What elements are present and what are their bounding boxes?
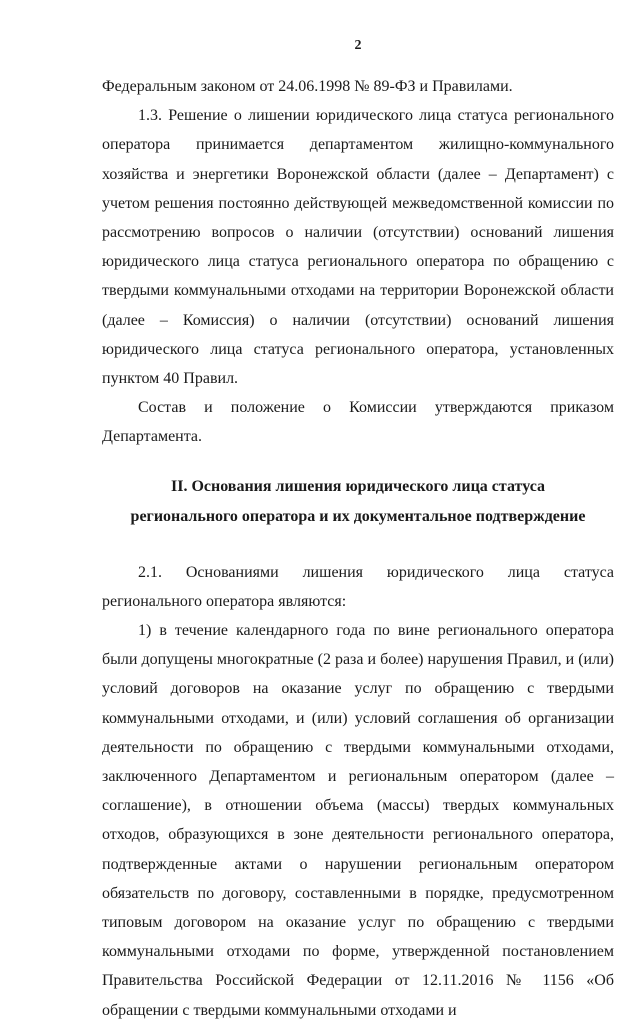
paragraph-commission: Состав и положение о Комиссии утверждаются приказом Департамента. bbox=[102, 399, 614, 446]
section-heading-line1: II. Основания лишения юридического лица статуса bbox=[170, 477, 545, 495]
page-number: 2 bbox=[354, 38, 362, 53]
section-heading bbox=[102, 472, 614, 532]
paragraph-item-1: 1) в течение календарного года по вине регионального оператора были допущены многократные (2 раза и более) нарушения Правил, и (или) условий договоров на оказание услуг по обращению с твердыми коммунальными отходами, и (или) условий соглашения об организации деятельности по обращению с твердыми коммунальными отходами, заключенного Департаментом и региональным оператором (далее – соглашение), в отношении объема (массы) твердых коммунальных отходов, образующихся в зоне деятельности регионального оператора, подтвержденные актами о нарушении региональным оператором обязательств по договору, составленными в порядке, предусмотренном типовым договором на оказание услуг по обращению с твердыми коммунальными отходами по форме, утвержденной постановлением Правительства Российской Федерации от 12.11.2016 № 1156 «Об обращении с твердыми коммунальными отходами и bbox=[102, 622, 614, 1019]
section-heading-line2: регионального оператора и их документальное подтверждение bbox=[130, 507, 586, 525]
paragraph-law-reference: Федеральным законом от 24.06.1998 № 89-ФЗ и Правилами. bbox=[102, 78, 513, 95]
paragraph-2-1: 2.1. Основаниями лишения юридического лица статуса регионального оператора являются: bbox=[102, 563, 614, 610]
paragraph-1-3: 1.3. Решение о лишении юридического лица статуса регионального оператора принимается департаментом жилищно-коммунального хозяйства и энергетики Воронежской области (далее – Департамент) с учетом решения постоянно действующей межведомственной комиссии по рассмотрению вопросов о наличии (отсутствии) оснований лишения юридического лица статуса регионального оператора по обращению с твердыми коммунальными отходами на территории Воронежской области (далее – Комиссия) о наличии (отсутствии) оснований лишения юридического лица статуса регионального оператора, установленных пунктом 40 Правил. bbox=[102, 107, 614, 388]
